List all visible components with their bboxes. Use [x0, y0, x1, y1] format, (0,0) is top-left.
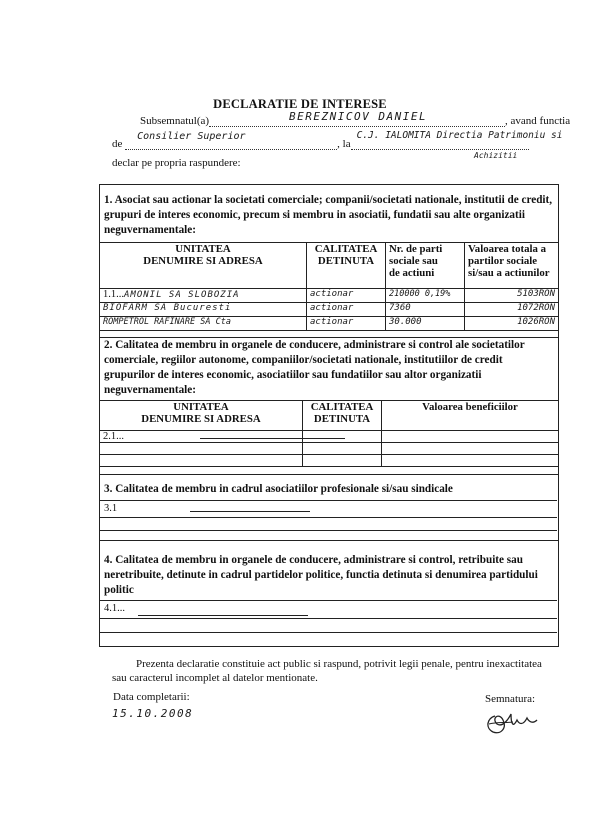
- avand-functia-label: , avand functia: [505, 115, 571, 127]
- col-val-l3: si/sau a actiunilor: [468, 267, 550, 279]
- s3-line-2: [99, 517, 557, 518]
- s2-col-calitatea-l2: DETINUTA: [313, 413, 371, 425]
- row1-unit-value: AMONIL SA SLOBOZIA: [124, 290, 240, 300]
- s4-line-2: [99, 618, 557, 619]
- signature-image: [483, 702, 543, 741]
- col-nr-l2: sociale sau: [389, 255, 438, 267]
- subsemnatul-value: BEREZNICOV DANIEL: [289, 110, 428, 123]
- table-row: [100, 431, 559, 443]
- col-calitatea-l1: CALITATEA: [314, 243, 378, 255]
- s2-row2-valoare[interactable]: [382, 443, 559, 455]
- s2-col-valoarea: [382, 401, 559, 431]
- subsemnatul-label: Subsemnatul(a): [140, 115, 210, 127]
- date-label: Data completarii:: [113, 691, 190, 703]
- s2-col-unitatea-l2: DENUMIRE SI ADRESA: [141, 413, 261, 425]
- document-title: DECLARATIE DE INTERESE: [213, 97, 387, 111]
- s4-underline: [138, 615, 308, 616]
- section-3-heading: 3. Calitatea de membru in cadrul asociatiilor profesionale si/sau sindicale: [104, 483, 453, 495]
- section-2-table: [99, 400, 559, 467]
- subsemnatul-line: [140, 110, 571, 127]
- section-4-heading: 4. Calitatea de membru in organele de conducere, administrare si control, retribuite sau neretribuite, detinute in cadrul partidelor politice, functia detinuta si denumirea partidului politic: [104, 554, 538, 596]
- row2-unit[interactable]: BIOFARM SA Bucuresti: [100, 303, 307, 317]
- s2-row1-valoare[interactable]: [382, 431, 559, 443]
- row2-nr[interactable]: 7360: [386, 303, 465, 317]
- col-val-l2: partilor sociale: [468, 255, 538, 267]
- col-unitatea-l2: DENUMIRE SI ADRESA: [143, 255, 263, 267]
- row3-valoare[interactable]: 1026RON: [465, 317, 559, 331]
- s2-row3-calitate[interactable]: [303, 455, 382, 467]
- table-row: [100, 455, 559, 467]
- row1-nr[interactable]: 210000 0,19%: [386, 289, 465, 303]
- row1-prefix: 1.1...: [103, 289, 124, 300]
- row1-valoare[interactable]: 5103RON: [465, 289, 559, 303]
- col-valoarea: [465, 243, 559, 289]
- functie-line: [112, 130, 563, 150]
- section-2-heading: 2. Calitatea de membru in organele de conducere, administrare si control ale societatilor comerciale, regiilor autonome, companiilor/societati nationale, institutiilor de credit grupurilor de interes economic, asociatiilor sau fundatiilor sau altor organizatii neguvernamentale:: [104, 339, 525, 396]
- table-row: [100, 317, 559, 331]
- s3-line-1: [99, 500, 557, 501]
- s4-line-3: [99, 632, 557, 633]
- table-row: [100, 289, 559, 303]
- institutia-field[interactable]: [351, 130, 563, 150]
- s3-row-prefix: 3.1: [104, 503, 118, 514]
- row3-calitate[interactable]: actionar: [307, 317, 386, 331]
- date-value[interactable]: 15.10.2008: [112, 707, 194, 720]
- s2-col-unitatea-l1: UNITATEA: [173, 401, 229, 413]
- col-nr-parti: [386, 243, 465, 289]
- functia-field[interactable]: [125, 131, 337, 150]
- s2-row3-unit[interactable]: [100, 455, 303, 467]
- s2-col-val-label: Valoarea beneficiilor: [422, 401, 518, 413]
- section-1-table: [99, 242, 559, 331]
- s2-row1-calitate[interactable]: [303, 431, 382, 443]
- s3-line-3: [99, 530, 557, 531]
- s2-row2-calitate[interactable]: [303, 443, 382, 455]
- table-row: [100, 443, 559, 455]
- institutia-value: C.J. IALOMITA Directia Patrimoniu si: [356, 130, 563, 141]
- col-calitatea: [307, 243, 386, 289]
- institutia-value-cont: Achizitii: [474, 151, 518, 160]
- s4-row-prefix: 4.1...: [104, 603, 125, 614]
- table-row: [100, 303, 559, 317]
- col-unitatea-l1: UNITATEA: [175, 243, 231, 255]
- s2-row1-unit[interactable]: [100, 431, 303, 443]
- s4-line-1: [99, 600, 557, 601]
- de-label: de: [112, 138, 123, 150]
- col-calitatea-l2: DETINUTA: [317, 255, 375, 267]
- declar-text: declar pe propria raspundere:: [112, 157, 241, 169]
- legal-statement: Prezenta declaratie constituie act public si raspund, potrivit legii penale, pentru inexactitatea sau caracterul incomplet al datelor mentionate.: [112, 658, 542, 684]
- s2-col-calitatea-l1: CALITATEA: [310, 401, 374, 413]
- row3-unit[interactable]: ROMPETROL RAFINARE SA Cta: [100, 317, 307, 331]
- s3-underline: [190, 511, 310, 512]
- row2-calitate[interactable]: actionar: [307, 303, 386, 317]
- s2-col-unitatea: [100, 401, 303, 431]
- row1-unit[interactable]: [100, 289, 307, 303]
- la-label: , la: [337, 138, 351, 150]
- col-nr-l1: Nr. de parti: [389, 243, 443, 255]
- s2-row-prefix: 2.1...: [103, 431, 124, 442]
- functia-value: Consilier Superior: [137, 131, 246, 142]
- s2-underline: [200, 438, 345, 439]
- row3-nr[interactable]: 30.000: [386, 317, 465, 331]
- row1-calitate[interactable]: actionar: [307, 289, 386, 303]
- col-val-l1: Valoarea totala a: [468, 243, 546, 255]
- signature-label: Semnatura:: [485, 693, 536, 705]
- signature-icon: [483, 702, 543, 738]
- section-1-heading: 1. Asociat sau actionar la societati comerciale; companii/societati nationale, institutii de credit, grupuri de interes economic, precum si membru in asociatii, fundatii sau alte organizatii neguvernamentale:: [104, 194, 553, 236]
- s2-col-calitatea: [303, 401, 382, 431]
- col-unitatea: [100, 243, 307, 289]
- col-nr-l3: de actiuni: [389, 267, 435, 279]
- subsemnatul-field[interactable]: [209, 110, 505, 127]
- s2-row3-valoare[interactable]: [382, 455, 559, 467]
- s2-row2-unit[interactable]: [100, 443, 303, 455]
- row2-valoare[interactable]: 1072RON: [465, 303, 559, 317]
